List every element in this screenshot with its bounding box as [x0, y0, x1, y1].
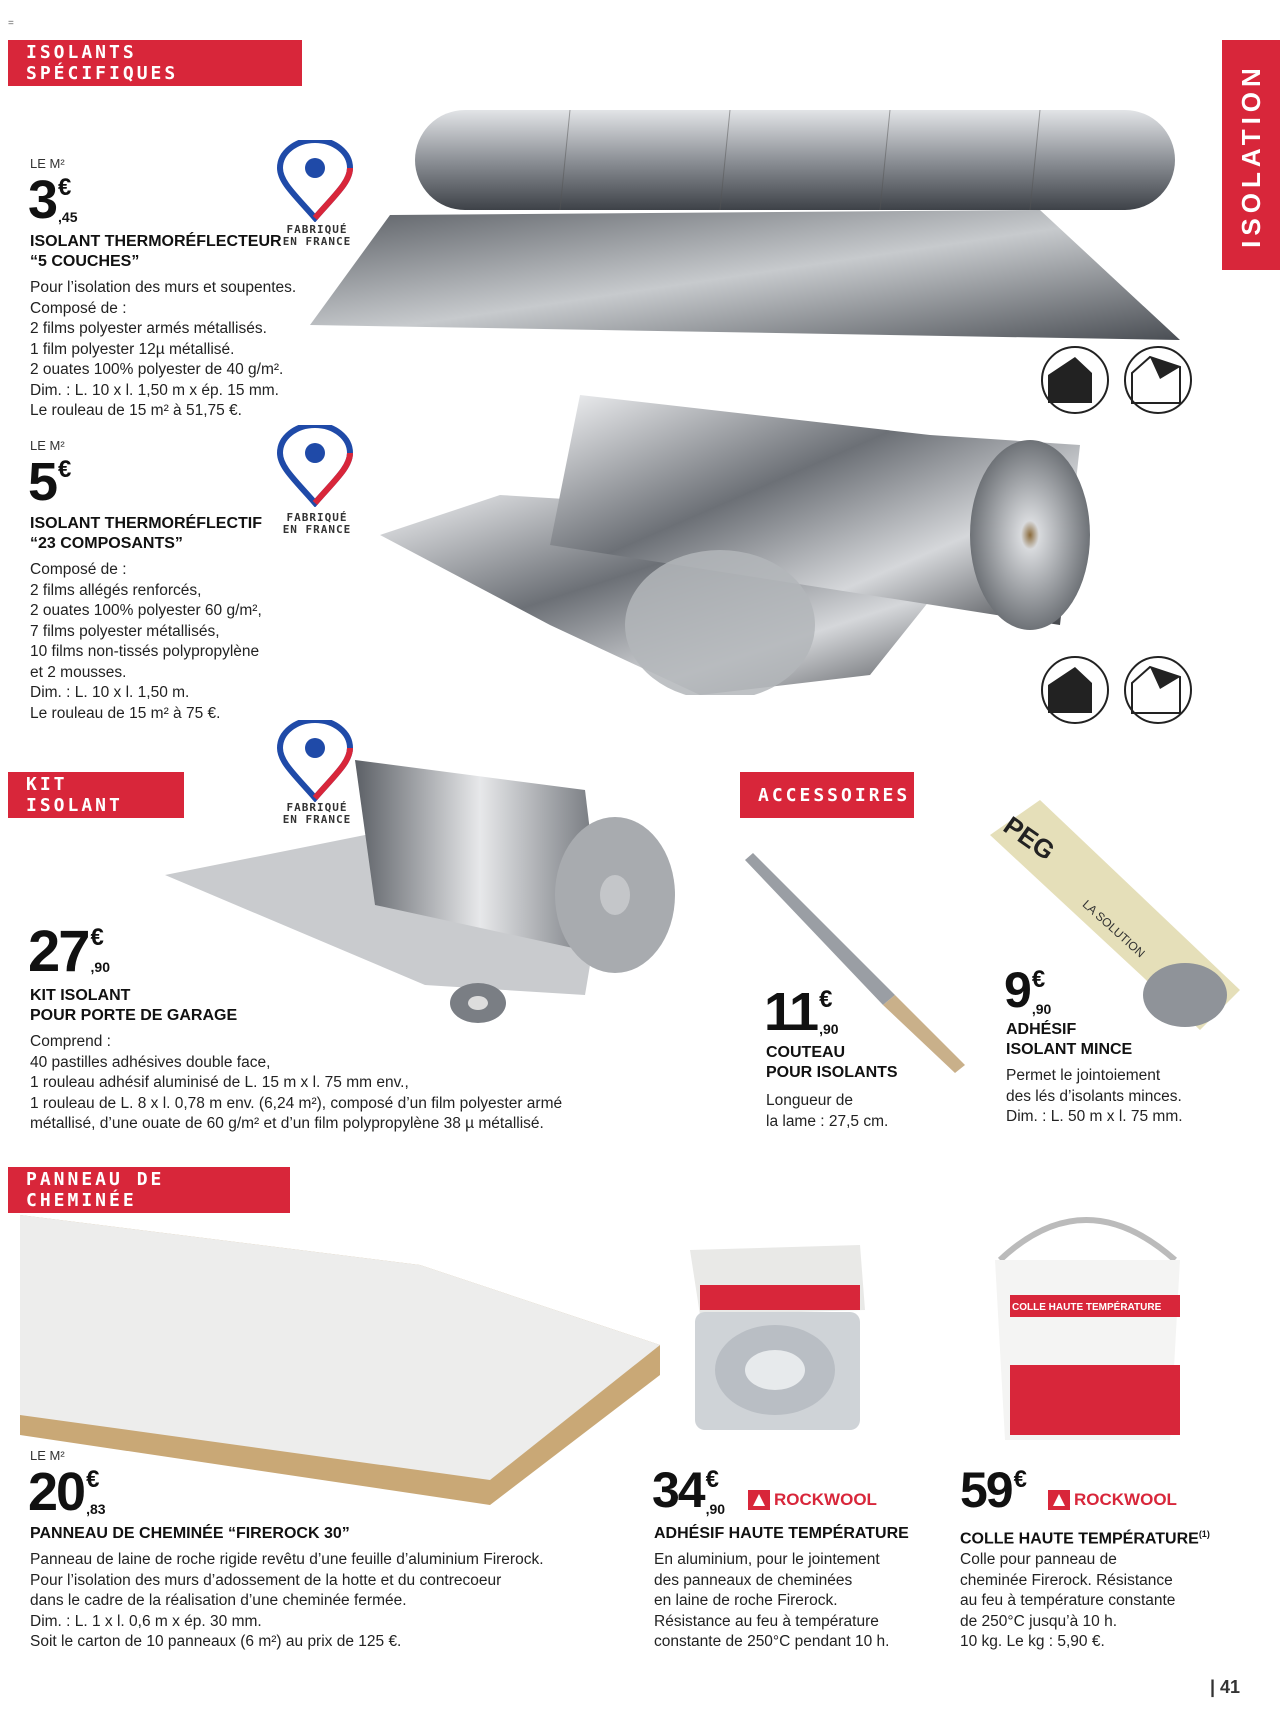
price-cents: ,45 [58, 209, 78, 225]
desc-line: Longueur de [766, 1092, 854, 1109]
desc-line: Composé de : [30, 299, 127, 317]
product-title-p3 [30, 986, 237, 1026]
product-title-p8 [960, 1524, 1210, 1549]
product-desc-p4 [766, 1091, 888, 1132]
unit-label: LE M² [30, 438, 65, 453]
tape-brand: PEG [998, 810, 1061, 867]
price-p2 [28, 452, 72, 512]
desc-line: des lés d’isolants minces. [1006, 1087, 1182, 1105]
brand-name: ROCKWOOL [774, 1490, 877, 1509]
desc-line: Dim. : L. 50 m x l. 75 mm. [1006, 1108, 1183, 1125]
price-p1 [28, 170, 78, 230]
desc-line: Dim. : L. 10 x l. 1,50 m. [30, 684, 190, 701]
tape-text: LA SOLUTION [1079, 897, 1148, 961]
title-line1: ADHÉSIF [1006, 1021, 1077, 1038]
desc-line: Dim. : L. 1 x l. 0,6 m x ép. 30 mm. [30, 1612, 262, 1630]
price-currency: € [58, 174, 72, 201]
price-int: 11 [764, 982, 818, 1042]
title-line2: ISOLANT MINCE [1006, 1041, 1133, 1058]
section-tag-accessoires: ACCESSOIRES [740, 772, 914, 818]
price-int: 27 [28, 919, 89, 984]
desc-line: 2 films polyester armés métallisés. [30, 320, 267, 337]
rockwool-logo-icon [748, 1490, 770, 1510]
desc-line: Pour l’isolation des murs et soupentes. [30, 279, 297, 296]
product-title-p2 [30, 514, 262, 554]
desc-line: des panneaux de cheminées [654, 1571, 853, 1589]
thermoreflecteur-roll-image [310, 100, 1190, 340]
rockwool-logo-icon [1048, 1490, 1070, 1510]
price-p4 [764, 982, 839, 1042]
france-pin-icon [275, 425, 355, 507]
france-pin-icon [275, 140, 355, 222]
desc-line: Résistance au feu à température [654, 1612, 879, 1630]
rockwool-brand [748, 1490, 877, 1510]
desc-line: Panneau de laine de roche rigide revêtu d’une feuille d’aluminium Firerock. [30, 1551, 544, 1568]
desc-line: Permet le jointoiement [1006, 1067, 1161, 1084]
price-currency: € [1031, 966, 1046, 993]
desc-line: 10 films non-tissés polypropylène [30, 643, 260, 660]
france-pin-icon [275, 720, 355, 802]
unit-label: LE M² [30, 1448, 65, 1463]
desc-line: Comprend : [30, 1033, 111, 1050]
desc-line: Le rouleau de 15 m² à 75 €. [30, 704, 221, 722]
fab-line2: EN FRANCE [282, 523, 352, 536]
kit-isolant-image [165, 745, 705, 1035]
desc-line: la lame : 27,5 cm. [766, 1112, 889, 1130]
title-line1: COLLE HAUTE TEMPÉRATURE [960, 1530, 1199, 1548]
panneau-cheminee-image [20, 1215, 660, 1522]
title-footnote: (1) [1198, 1529, 1210, 1539]
title-line1: ISOLANT THERMORÉFLECTEUR [30, 233, 282, 250]
price-currency: € [819, 986, 833, 1013]
desc-line: Soit le carton de 10 panneaux (6 m²) au prix de 125 €. [30, 1633, 402, 1650]
side-tab-label: ISOLATION [1235, 62, 1266, 248]
rockwool-brand [1048, 1490, 1177, 1510]
title-line1: PANNEAU DE CHEMINÉE “FIREROCK 30” [30, 1525, 350, 1542]
bucket-label: COLLE HAUTE TEMPÉRATURE [1012, 1302, 1162, 1313]
price-int: 5 [28, 452, 57, 512]
product-title-p5 [1006, 1020, 1132, 1060]
desc-line: 1 rouleau de L. 8 x l. 0,78 m env. (6,24 m²), composé d’un film polyester armé [30, 1094, 563, 1112]
price-p3 [28, 919, 110, 984]
title-line1: ADHÉSIF HAUTE TEMPÉRATURE [654, 1525, 909, 1542]
desc-line: et 2 mousses. [30, 663, 127, 681]
product-title-p6 [30, 1524, 350, 1544]
title-line1: COUTEAU [766, 1044, 846, 1061]
price-currency: € [705, 1466, 719, 1493]
product-desc-p1 [30, 278, 296, 422]
product-title-p1 [30, 232, 282, 272]
desc-line: 2 ouates 100% polyester 60 g/m², [30, 602, 262, 619]
desc-line: Le rouleau de 15 m² à 51,75 €. [30, 402, 242, 419]
desc-line: Pour l’isolation des murs d’adossement de la hotte et du contrecoeur [30, 1571, 502, 1589]
product-title-p7 [654, 1524, 909, 1544]
price-p8 [960, 1462, 1027, 1518]
price-p5 [1004, 962, 1052, 1018]
section-tag-isolants: ISOLANTS SPÉCIFIQUES [8, 40, 302, 86]
price-int: 59 [960, 1462, 1012, 1518]
fabrique-en-france-3 [272, 802, 362, 826]
desc-line: dans le cadre de la réalisation d’une cheminée fermée. [30, 1592, 407, 1609]
desc-line: cheminée Firerock. Résistance [960, 1571, 1173, 1589]
top-mark: = [8, 18, 14, 29]
fabrique-en-france-1 [272, 224, 362, 248]
desc-line: constante de 250°C pendant 10 h. [654, 1633, 890, 1650]
desc-line: au feu à température constante [960, 1592, 1176, 1609]
desc-line: 1 film polyester 12µ métallisé. [30, 340, 235, 358]
price-int: 20 [28, 1462, 85, 1522]
title-line2: “5 COUCHES” [30, 253, 140, 270]
product-desc-p2 [30, 560, 262, 724]
desc-line: 1 rouleau adhésif aluminisé de L. 15 m x l. 75 mm env., [30, 1074, 409, 1091]
desc-line: 10 kg. Le kg : 5,90 €. [960, 1633, 1105, 1650]
side-tab-isolation [1222, 40, 1280, 270]
price-currency: € [90, 924, 104, 951]
desc-line: Composé de : [30, 561, 127, 578]
product-desc-p7 [654, 1550, 889, 1653]
fab-line2: EN FRANCE [282, 235, 352, 248]
desc-line: métallisé, d’une ouate de 60 g/m² et d’un film polypropylène 38 µ métallisé. [30, 1115, 544, 1132]
product-desc-p5 [1006, 1066, 1183, 1128]
product-title-p4 [766, 1043, 898, 1083]
title-line1: ISOLANT THERMORÉFLECTIF [30, 515, 262, 532]
product-desc-p6 [30, 1550, 544, 1653]
desc-line: en laine de roche Firerock. [654, 1592, 838, 1609]
price-int: 34 [652, 1462, 704, 1518]
section-tag-kit: KIT ISOLANT [8, 772, 184, 818]
desc-line: 7 films polyester métallisés, [30, 622, 220, 640]
product-desc-p8 [960, 1550, 1175, 1653]
colle-bucket-image [990, 1200, 1185, 1440]
brand-name: ROCKWOOL [1074, 1490, 1177, 1509]
fab-line1: FABRIQUÉ [286, 511, 348, 524]
desc-line: Dim. : L. 10 x l. 1,50 m x ép. 15 mm. [30, 381, 279, 399]
desc-line: En aluminium, pour le jointement [654, 1551, 880, 1568]
desc-line: 40 pastilles adhésives double face, [30, 1053, 271, 1071]
page-number: | 41 [1209, 1677, 1240, 1697]
title-line2: “23 COMPOSANTS” [30, 535, 183, 552]
price-currency: € [58, 456, 72, 483]
section-tag-cheminee: PANNEAU DE CHEMINÉE [8, 1167, 290, 1213]
desc-line: 2 films allégés renforcés, [30, 581, 202, 599]
price-int: 9 [1004, 962, 1030, 1018]
desc-line: Colle pour panneau de [960, 1551, 1117, 1568]
fab-line1: FABRIQUÉ [286, 223, 348, 236]
title-line2: POUR ISOLANTS [766, 1064, 898, 1081]
desc-line: 2 ouates 100% polyester de 40 g/m². [30, 361, 284, 378]
price-cents: ,90 [819, 1021, 839, 1037]
title-line2: POUR PORTE DE GARAGE [30, 1007, 238, 1024]
adhesif-haute-temp-image [680, 1240, 870, 1435]
wall-roof-icons-2 [1040, 655, 1205, 725]
desc-line: de 250°C jusqu’à 10 h. [960, 1612, 1118, 1630]
fabrique-en-france-2 [272, 512, 362, 536]
thermoreflectif-roll-image [370, 375, 1120, 695]
fab-line2: EN FRANCE [282, 813, 352, 826]
price-cents: ,90 [705, 1501, 726, 1517]
price-cents: ,83 [86, 1501, 106, 1517]
price-int: 3 [28, 170, 57, 230]
product-desc-p3 [30, 1032, 562, 1135]
unit-label: LE M² [30, 156, 65, 171]
price-currency: € [1013, 1466, 1027, 1493]
title-line1: KIT ISOLANT [30, 987, 131, 1004]
price-cents: ,90 [1031, 1001, 1052, 1017]
price-p6 [28, 1462, 106, 1522]
price-cents: ,90 [90, 959, 110, 975]
price-currency: € [86, 1466, 100, 1493]
price-p7 [652, 1462, 726, 1518]
fab-line1: FABRIQUÉ [286, 801, 348, 814]
